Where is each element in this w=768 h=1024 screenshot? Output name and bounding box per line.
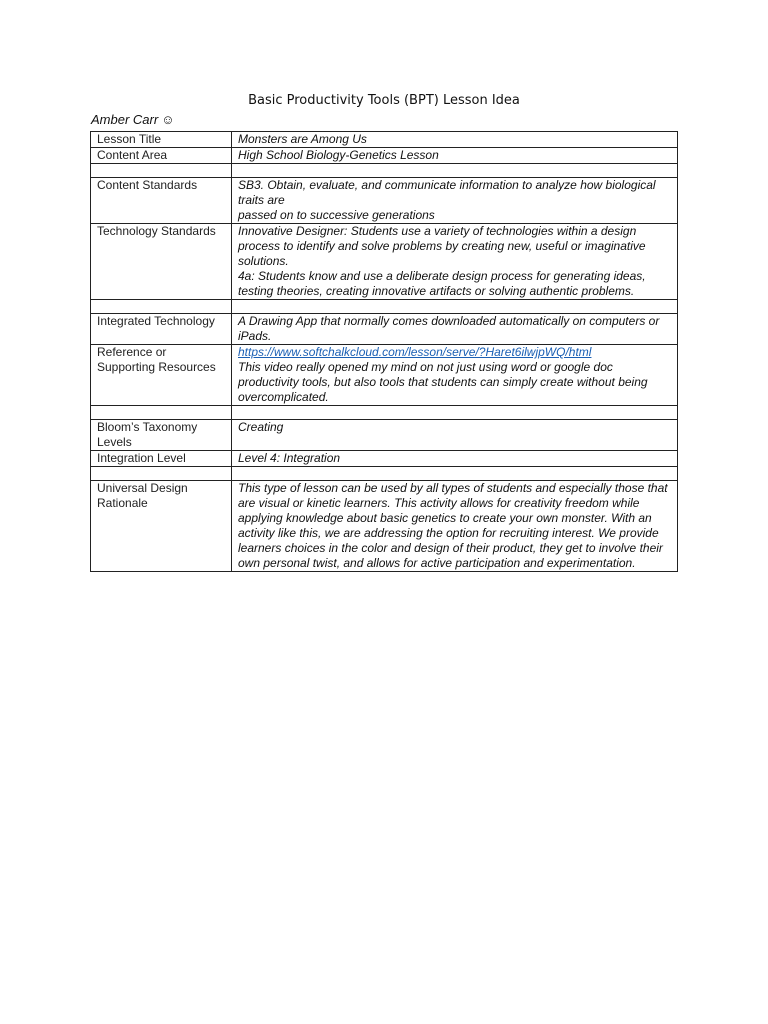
empty-cell xyxy=(91,164,232,178)
empty-cell xyxy=(232,406,678,420)
content-area-value: High School Biology-Genetics Lesson xyxy=(232,148,678,164)
lesson-title-value: Monsters are Among Us xyxy=(232,132,678,148)
reference-value xyxy=(232,345,678,406)
content-area-label: Content Area xyxy=(91,148,232,164)
table-row xyxy=(91,224,678,300)
blooms-value: Creating xyxy=(232,420,678,451)
table-row xyxy=(91,451,678,467)
reference-text: This video really opened my mind on not just using word or google doc productivity tools, but also tools that students can simply create without being overcomplicated. xyxy=(238,360,648,404)
integration-level-value: Level 4: Integration xyxy=(232,451,678,467)
empty-cell xyxy=(232,164,678,178)
empty-cell xyxy=(91,406,232,420)
udl-value: This type of lesson can be used by all types of students and especially those that are visual or kinetic learners. This activity allows for creativity freedom while applying knowledge about basic genetics to create your own monster. With an activity like this, we are addressing the option for recruiting interest. We provide learners choices in the color and design of their product, they get to involve their own personal twist, and allows for active participation and experimentation. xyxy=(232,481,678,572)
table-row xyxy=(91,345,678,406)
technology-standards-line: Innovative Designer: Students use a variety of technologies within a design process to identify and solve problems by creating new, useful or imaginative solutions. xyxy=(238,224,646,268)
content-standards-line: SB3. Obtain, evaluate, and communicate information to analyze how biological traits are xyxy=(238,178,656,207)
technology-standards-value xyxy=(232,224,678,300)
table-row xyxy=(91,148,678,164)
table-row xyxy=(91,132,678,148)
technology-standards-line: 4a: Students know and use a deliberate design process for generating ideas, testing theories, creating innovative artifacts or solving authentic problems. xyxy=(238,269,646,298)
empty-cell xyxy=(232,300,678,314)
content-standards-value xyxy=(232,178,678,224)
empty-row xyxy=(91,406,678,420)
lesson-title-label: Lesson Title xyxy=(91,132,232,148)
content-standards-label: Content Standards xyxy=(91,178,232,224)
blooms-label: Bloom’s Taxonomy Levels xyxy=(91,420,232,451)
empty-row xyxy=(91,467,678,481)
empty-row xyxy=(91,164,678,178)
lesson-table xyxy=(90,131,678,572)
author-name xyxy=(91,112,174,127)
integrated-technology-value: A Drawing App that normally comes downloaded automatically on computers or iPads. xyxy=(232,314,678,345)
smiley-icon: ☺ xyxy=(161,112,175,127)
empty-cell xyxy=(232,467,678,481)
table-row xyxy=(91,314,678,345)
empty-row xyxy=(91,300,678,314)
table-row xyxy=(91,481,678,572)
reference-link[interactable]: https://www.softchalkcloud.com/lesson/serve/?Haret6ilwjpWQ/html xyxy=(238,345,592,359)
empty-cell xyxy=(91,300,232,314)
integrated-technology-label: Integrated Technology xyxy=(91,314,232,345)
table-row xyxy=(91,420,678,451)
empty-cell xyxy=(91,467,232,481)
document-title: Basic Productivity Tools (BPT) Lesson Idea xyxy=(248,93,520,108)
technology-standards-label: Technology Standards xyxy=(91,224,232,300)
integration-level-label: Integration Level xyxy=(91,451,232,467)
author-name-text: Amber Carr xyxy=(91,112,159,127)
table-row xyxy=(91,178,678,224)
udl-label: Universal Design Rationale xyxy=(91,481,232,572)
reference-label: Reference or Supporting Resources xyxy=(91,345,232,406)
content-standards-line: passed on to successive generations xyxy=(238,208,435,222)
